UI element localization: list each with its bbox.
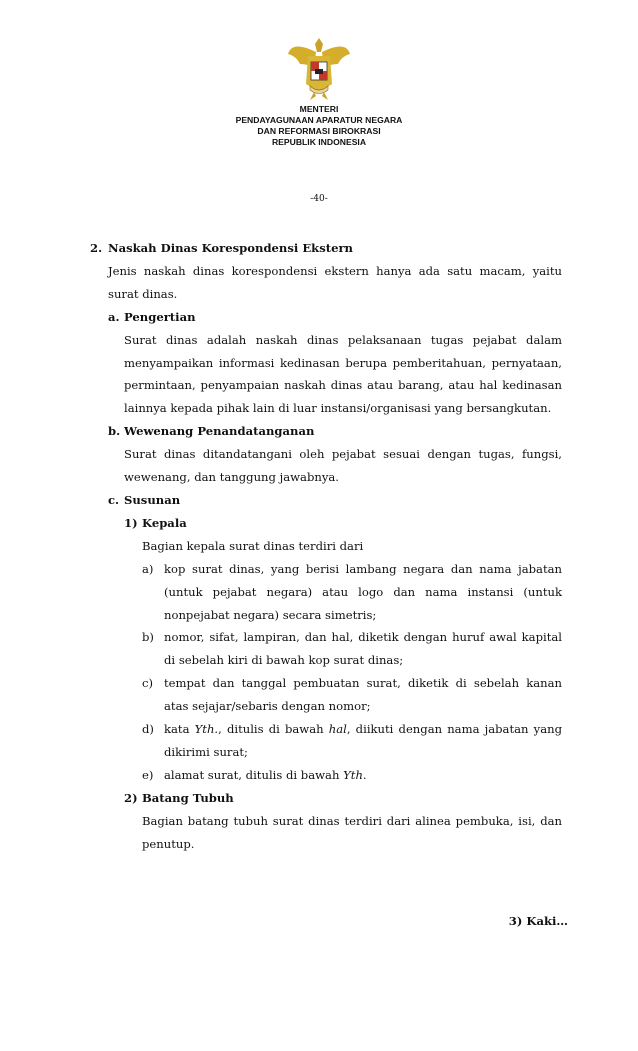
text-run: alamat surat, ditulis di bawah — [164, 767, 344, 782]
kepala-heading — [90, 512, 562, 535]
page-number: -40- — [310, 194, 328, 204]
list-item — [90, 764, 562, 787]
list-item-number: e) — [142, 767, 154, 782]
page-continuation: 3) Kaki… — [508, 914, 568, 928]
subsection-a-number: a. — [108, 309, 120, 324]
header-line-2: PENDAYAGUNAAN APARATUR NEGARA — [235, 115, 403, 125]
italic-term: Yth. — [194, 722, 219, 737]
subsection-b-text: Surat dinas ditandatangani oleh pejabat sesuai dengan tugas, fungsi, wewenang, dan tanggung jawabnya. — [124, 447, 562, 485]
subsection-a-text: Surat dinas adalah naskah dinas pelaksanaan tugas pejabat dalam menyampaikan informasi kedinasan berupa pemberitahuan, pernyataan, permintaan, penyampaian naskah dinas atau barang, atau hal kedinasan lainnya kepada pihak lain di luar instansi/organisasi yang bersangkutan. — [124, 332, 562, 416]
subsection-b-number: b. — [108, 424, 121, 439]
list-item-number: d) — [142, 722, 154, 737]
batang-heading — [90, 787, 562, 810]
section-number: 2. — [90, 241, 103, 255]
garuda-emblem-icon — [284, 34, 354, 104]
list-item-number: c) — [142, 676, 154, 691]
batang-title: Batang Tubuh — [142, 790, 234, 805]
subsection-b-title: Wewenang Penandatanganan — [124, 424, 315, 439]
subsection-c-heading — [90, 489, 562, 512]
section-intro: Jenis naskah dinas korespondensi ekstern hanya ada satu macam, yaitu surat dinas. — [108, 263, 562, 301]
text-run: . — [362, 767, 367, 782]
list-item-number: a) — [142, 561, 154, 576]
ministry-header — [0, 104, 638, 148]
batang-number: 2) — [124, 790, 138, 805]
list-item-number: b) — [142, 630, 154, 645]
header-line-3: DAN REFORMASI BIROKRASI — [257, 126, 381, 136]
list-item-text: kop surat dinas, yang berisi lambang negara dan nama jabatan (untuk pejabat negara) atau logo dan nama instansi (untuk nonpejabat negara) secara simetris; — [164, 561, 562, 622]
list-item-text: tempat dan tanggal pembuatan surat, diketik di sebelah kanan atas sejajar/sebaris dengan nomor; — [164, 676, 562, 714]
subsection-b-heading — [90, 420, 562, 443]
subsection-c-number: c. — [108, 492, 120, 507]
list-item — [90, 672, 562, 718]
list-item-text: nomor, sifat, lampiran, dan hal, diketik dengan huruf awal kapital di sebelah kiri di bawah kop surat dinas; — [164, 630, 562, 668]
kepala-title: Kepala — [142, 515, 187, 530]
kepala-number: 1) — [124, 515, 138, 530]
subsection-c-title: Susunan — [124, 492, 181, 507]
text-run: , ditulis di bawah — [218, 722, 329, 737]
italic-term: hal — [328, 722, 347, 737]
subsection-a-title: Pengertian — [124, 309, 196, 324]
section-heading — [90, 237, 562, 260]
list-item — [90, 558, 562, 627]
section-title: Naskah Dinas Korespondensi Ekstern — [108, 241, 353, 255]
header-line-1: MENTERI — [299, 104, 339, 114]
italic-term: Yth — [343, 767, 363, 782]
list-item-text — [164, 764, 562, 787]
subsection-a-heading — [90, 306, 562, 329]
header-line-4: REPUBLIK INDONESIA — [271, 137, 367, 147]
document-body — [90, 237, 562, 855]
kepala-intro: Bagian kepala surat dinas terdiri dari — [142, 538, 364, 553]
list-item-text — [164, 718, 562, 764]
list-item — [90, 718, 562, 764]
list-item — [90, 626, 562, 672]
batang-text: Bagian batang tubuh surat dinas terdiri dari alinea pembuka, isi, dan penutup. — [142, 813, 562, 851]
text-run: , diikuti dengan nama jabatan yang dikirimi surat; — [164, 722, 562, 759]
text-run: kata — [164, 722, 195, 737]
